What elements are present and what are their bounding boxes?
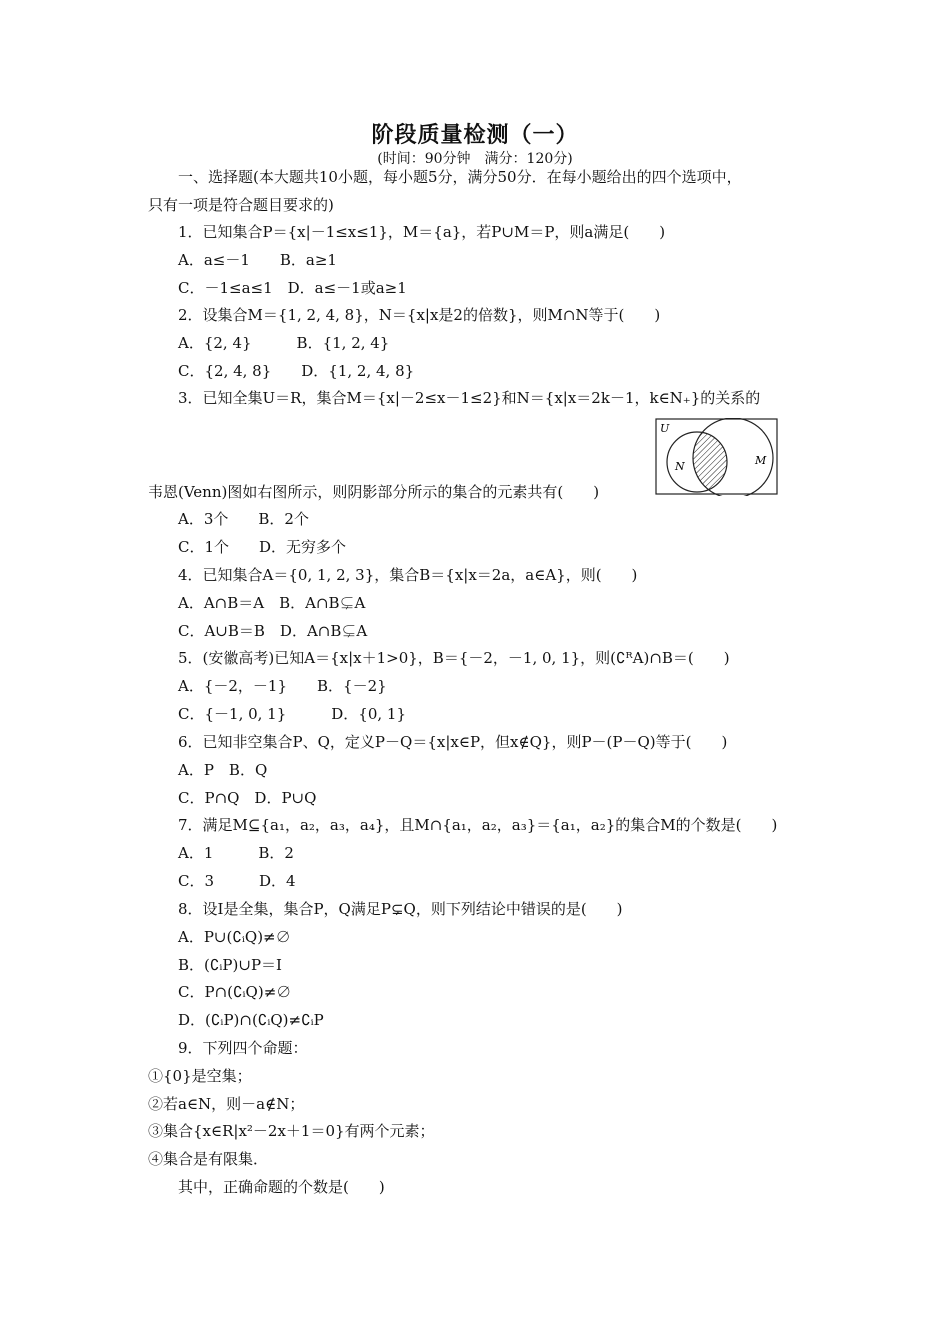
universe-label: U	[660, 422, 670, 435]
set-n-label: N	[675, 460, 685, 473]
q4-options-cd: C．A∪B＝B D．A∩B⊊A	[178, 622, 368, 640]
q6-stem: 6．已知非空集合P、Q，定义P－Q＝{x|x∈P，但x∉Q}，则P－(P－Q)等于( )	[178, 733, 728, 751]
page-title: 阶段质量检测（一）	[371, 122, 579, 148]
q1-options-cd: C．－1≤a≤1 D．a≤－1或a≥1	[178, 279, 407, 297]
q9-proposition-4: ④集合是有限集．	[148, 1150, 269, 1168]
q7-stem: 7．满足M⊆{a₁，a₂，a₃，a₄}，且M∩{a₁，a₂，a₃}＝{a₁，a₂}的集合M的个数是( )	[178, 816, 778, 834]
q5-stem: 5．(安徽高考)已知A＝{x|x＋1>0}，B＝{－2，－1, 0, 1}，则(∁ᴿA)∩B＝( )	[178, 649, 730, 667]
q7-options-ab: A．1 B．2	[178, 844, 294, 862]
q7-options-cd: C．3 D．4	[178, 872, 296, 890]
q3-stem-cont: 韦恩(Venn)图如右图所示，则阴影部分所示的集合的元素共有( )	[148, 483, 600, 501]
exam-info: (时间：90分钟 满分：120分)	[377, 151, 573, 167]
q9-proposition-1: ①{0}是空集；	[148, 1067, 252, 1085]
q8-option-a: A．P∪(∁ᵢQ)≠∅	[178, 928, 291, 946]
q4-options-ab: A．A∩B＝A B．A∩B⊊A	[178, 594, 366, 612]
q6-options-ab: A．P B．Q	[178, 761, 268, 779]
q2-options-ab: A．{2, 4} B．{1, 2, 4}	[178, 334, 390, 352]
q8-option-d: D．(∁ᵢP)∩(∁ᵢQ)≠∁ᵢP	[178, 1011, 324, 1029]
q9-proposition-2: ②若a∈N，则－a∉N；	[148, 1095, 305, 1113]
q8-option-c: C．P∩(∁ᵢQ)≠∅	[178, 983, 292, 1001]
venn-diagram	[655, 418, 779, 496]
q6-options-cd: C．P∩Q D．P∪Q	[178, 789, 317, 807]
q1-options-ab: A．a≤－1 B．a≥1	[178, 251, 337, 269]
section-heading-cont: 只有一项是符合题目要求的)	[148, 196, 334, 214]
q9-stem: 9．下列四个命题：	[178, 1039, 308, 1057]
section-heading: 一、选择题(本大题共10小题，每小题5分，满分50分．在每小题给出的四个选项中，	[178, 168, 742, 186]
q3-options-cd: C．1个 D．无穷多个	[178, 538, 347, 556]
q2-options-cd: C．{2, 4, 8} D．{1, 2, 4, 8}	[178, 362, 415, 380]
q3-options-ab: A．3个 B．2个	[178, 510, 309, 528]
q5-options-ab: A．{－2，－1} B．{－2}	[178, 677, 387, 695]
q8-stem: 8．设I是全集，集合P，Q满足P⊊Q，则下列结论中错误的是( )	[178, 900, 623, 918]
q4-stem: 4．已知集合A＝{0, 1, 2, 3}，集合B＝{x|x＝2a，a∈A}，则( )	[178, 566, 638, 584]
q2-stem: 2．设集合M＝{1, 2, 4, 8}，N＝{x|x是2的倍数}，则M∩N等于( )	[178, 306, 661, 324]
q9-proposition-3: ③集合{x∈R|x²－2x＋1＝0}有两个元素；	[148, 1122, 435, 1140]
q5-options-cd: C．{－1, 0, 1} D．{0, 1}	[178, 705, 407, 723]
q1-stem: 1．已知集合P＝{x|－1≤x≤1}，M＝{a}，若P∪M＝P，则a满足( )	[178, 223, 666, 241]
set-m-label: M	[755, 454, 767, 467]
q3-stem: 3．已知全集U＝R，集合M＝{x|－2≤x－1≤2}和N＝{x|x＝2k－1，k∈N₊}的关系的	[178, 389, 761, 407]
q9-question: 其中，正确命题的个数是( )	[178, 1178, 385, 1196]
q8-option-b: B．(∁ᵢP)∪P＝I	[178, 956, 282, 974]
